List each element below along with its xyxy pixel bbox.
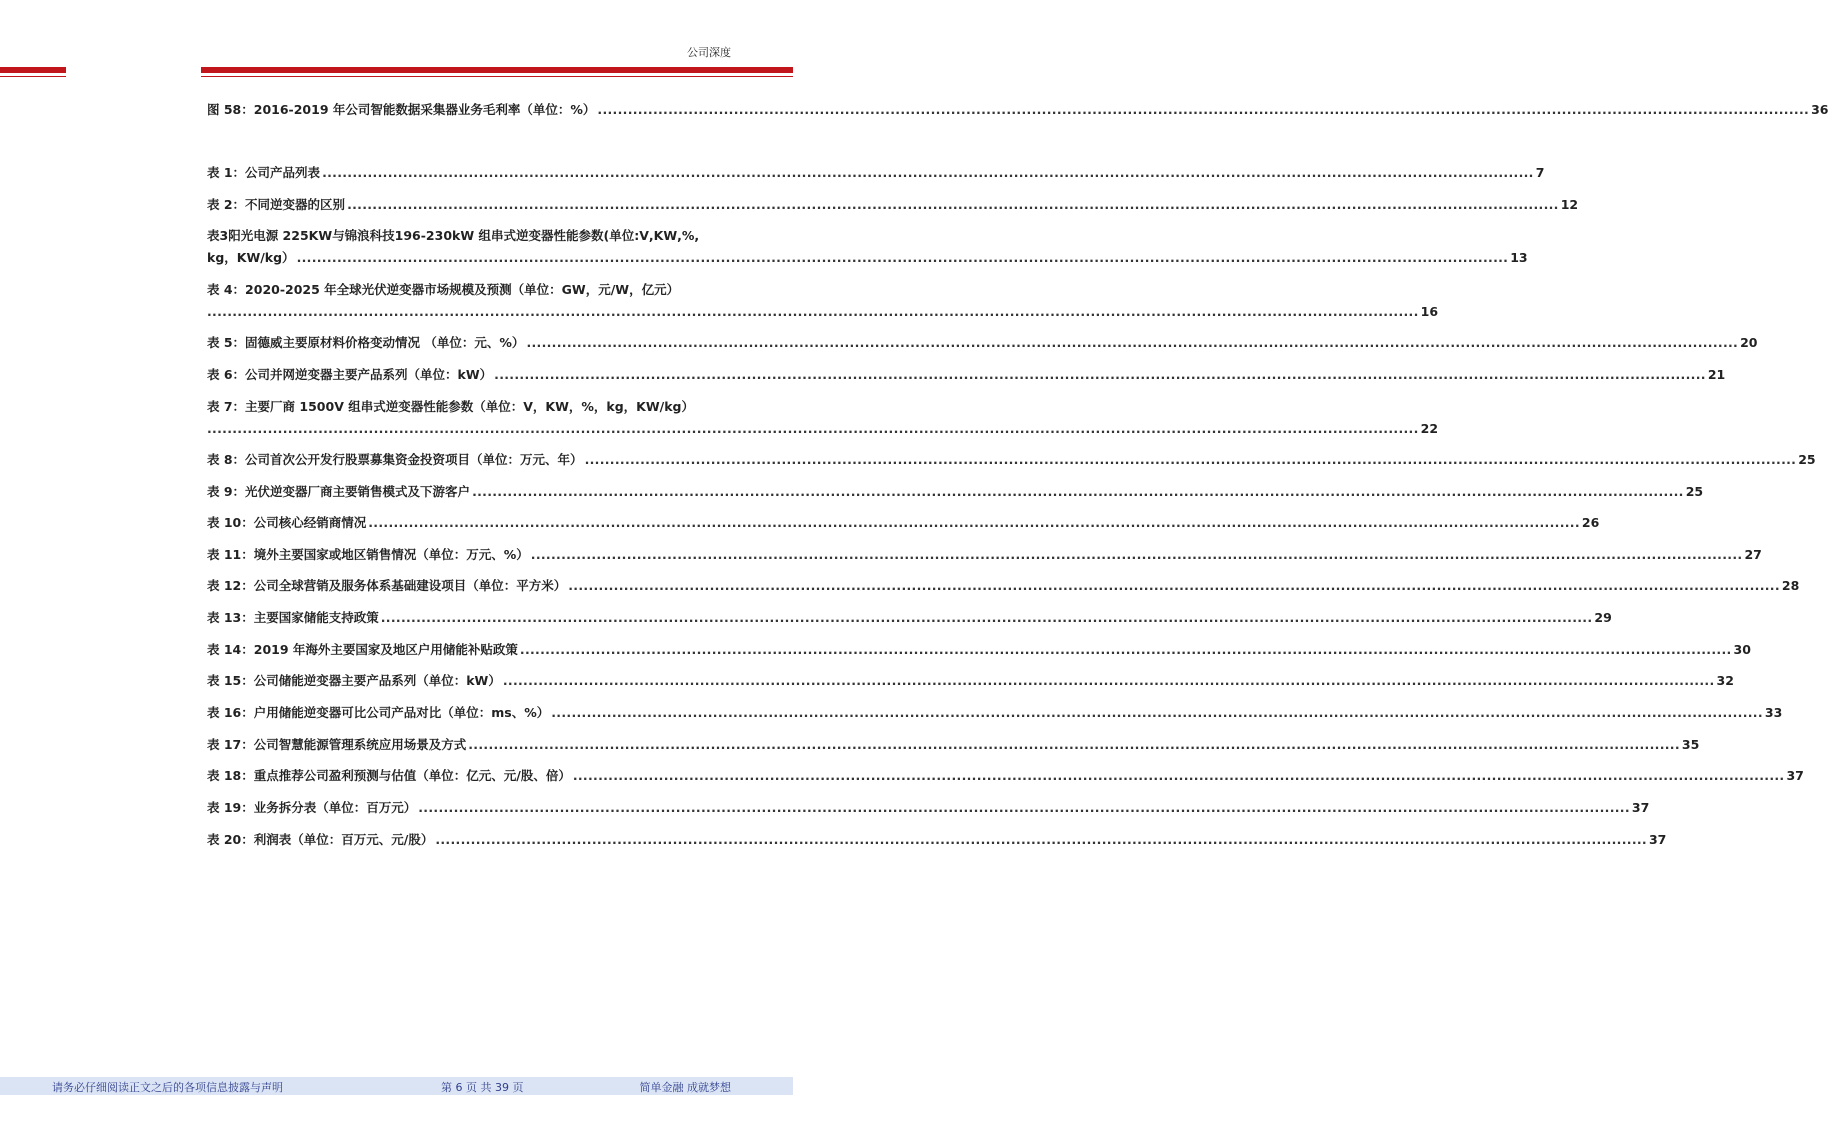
toc-entry-title: 表 14：2019 年海外主要国家及地区户用储能补贴政策 — [207, 642, 518, 657]
leader-dots: ................................................................................................................................................................................................................................................ — [584, 452, 1797, 467]
toc-entry-title-line1: 表 7：主要厂商 1500V 组串式逆变器性能参数（单位：V，KW，%，kg，KW/kg） — [207, 399, 694, 414]
title-part: ,% — [677, 228, 695, 243]
header-rule-left-thin — [0, 76, 66, 77]
toc-entry-t18[interactable] — [207, 765, 1804, 787]
toc-entry-title: 表 13：主要国家储能支持政策 — [207, 610, 379, 625]
toc-entry-t2[interactable] — [207, 194, 1579, 216]
leader-dots: ................................................................................................................................................................................................................................................ — [207, 304, 1419, 319]
toc-entry-title: 表 1：公司产品列表 — [207, 165, 321, 180]
toc-entry-page: 25 — [1685, 484, 1704, 499]
toc-entry-page: 26 — [1581, 515, 1600, 530]
toc-entry-page: 21 — [1707, 367, 1726, 382]
leader-dots: ................................................................................................................................................................................................................................................ — [207, 421, 1419, 436]
toc-entry-title: 表 20：利润表（单位：百万元、元/股） — [207, 832, 434, 847]
toc-entry-title: 表 6：公司并网逆变器主要产品系列（单位：kW） — [207, 367, 493, 382]
toc-entry-fig58[interactable] — [207, 99, 1828, 121]
leader-dots: ................................................................................................................................................................................................................................................ — [568, 578, 1780, 593]
title-part: :V — [634, 228, 649, 243]
toc-entry-page: 28 — [1781, 578, 1800, 593]
leader-dots: ................................................................................................................................................................................................................................................ — [494, 367, 1706, 382]
toc-entry-t4[interactable] — [207, 279, 1439, 323]
leader-dots: ................................................................................................................................................................................................................................................ — [572, 768, 1785, 783]
leader-dots: ................................................................................................................................................................................................................................................ — [468, 737, 1680, 752]
toc-entry-title: 表 12：公司全球营销及服务体系基础建设项目（单位：平方米） — [207, 578, 567, 593]
toc-entry-title: 表 18：重点推荐公司盈利预测与估值（单位：亿元、元/股、倍） — [207, 768, 571, 783]
toc-entry-t15[interactable] — [207, 670, 1734, 692]
toc-entry-t3[interactable] — [207, 225, 1528, 269]
toc-entry-title: 表 16：户用储能逆变器可比公司产品对比（单位：ms、%） — [207, 705, 550, 720]
toc-entry-title: 表 17：公司智慧能源管理系统应用场景及方式 — [207, 737, 467, 752]
toc-entry-t16[interactable] — [207, 702, 1783, 724]
toc-entry-page: 32 — [1716, 673, 1734, 688]
toc-entry-page: 35 — [1681, 737, 1700, 752]
toc-entry-page: 37 — [1786, 768, 1804, 783]
toc-entry-title: 表 15：公司储能逆变器主要产品系列（单位：kW） — [207, 673, 501, 688]
leader-dots: ................................................................................................................................................................................................................................................ — [322, 165, 1534, 180]
title-part: 阳光电源 225KW — [228, 228, 333, 243]
title-part: ,KW — [648, 228, 678, 243]
header-label: 公司深度 — [687, 46, 731, 59]
toc-entry-t12[interactable] — [207, 575, 1800, 597]
toc-entry-page: 37 — [1648, 832, 1667, 847]
toc-entry-title: 表 9：光伏逆变器厂商主要销售模式及下游客户 — [207, 484, 471, 499]
header-rule-right-thick — [201, 67, 793, 73]
toc-entry-page: 12 — [1560, 197, 1579, 212]
leader-dots: ................................................................................................................................................................................................................................................ — [296, 250, 1509, 265]
toc-entry-title-line2: kg，KW/kg） — [207, 250, 295, 265]
header-rule-right-thin — [201, 76, 793, 77]
title-part: 196-230kW 组串式逆变器性能参数( — [394, 228, 610, 243]
toc-entry-page: 20 — [1740, 335, 1758, 350]
toc-entry-title: 表 2：不同逆变器的区别 — [207, 197, 346, 212]
toc-entry-t19[interactable] — [207, 797, 1650, 819]
toc-entry-page: 29 — [1594, 610, 1612, 625]
title-part: 单位 — [609, 228, 635, 243]
toc-entry-t7[interactable] — [207, 396, 1439, 440]
footer-page-info: 第 6 页 共 39 页 — [441, 1081, 524, 1094]
toc-entry-t13[interactable] — [207, 607, 1612, 629]
toc-entry-t8[interactable] — [207, 449, 1816, 471]
leader-dots: ................................................................................................................................................................................................................................................ — [597, 102, 1810, 117]
leader-dots: ................................................................................................................................................................................................................................................ — [502, 673, 1715, 688]
toc-entry-page: 27 — [1744, 547, 1762, 562]
toc-entry-page: 22 — [1420, 421, 1439, 436]
leader-dots: ................................................................................................................................................................................................................................................ — [530, 547, 1743, 562]
title-part: 表3 — [207, 228, 229, 243]
toc-entry-t5[interactable] — [207, 332, 1758, 354]
toc-entry-page: 25 — [1798, 452, 1816, 467]
leader-dots: ................................................................................................................................................................................................................................................ — [418, 800, 1630, 815]
toc-entry-t11[interactable] — [207, 544, 1762, 566]
footer-disclaimer: 请务必仔细阅读正文之后的各项信息披露与声明 — [52, 1081, 283, 1094]
leader-dots: ................................................................................................................................................................................................................................................ — [519, 642, 1732, 657]
toc-entry-title-line1: 表 4：2020-2025 年全球光伏逆变器市场规模及预测（单位：GW，元/W，亿元） — [207, 282, 680, 297]
toc-entry-t17[interactable] — [207, 734, 1700, 756]
toc-entry-page: 13 — [1510, 250, 1528, 265]
leader-dots: ................................................................................................................................................................................................................................................ — [551, 705, 1763, 720]
toc-entry-title-line1 — [207, 225, 700, 247]
toc-entry-title: 表 5：固德威主要原材料价格变动情况 （单位：元、%） — [207, 335, 525, 350]
toc-entry-title: 表 19：业务拆分表（单位：百万元） — [207, 800, 417, 815]
toc-entry-title: 表 10：公司核心经销商情况 — [207, 515, 367, 530]
toc-entry-page: 33 — [1764, 705, 1783, 720]
toc-entry-t10[interactable] — [207, 512, 1600, 534]
leader-dots: ................................................................................................................................................................................................................................................ — [368, 515, 1580, 530]
toc-entry-page: 30 — [1733, 642, 1751, 657]
toc-entry-t1[interactable] — [207, 162, 1545, 184]
toc-entry-page: 16 — [1420, 304, 1439, 319]
leader-dots: ................................................................................................................................................................................................................................................ — [347, 197, 1559, 212]
title-part: 与锦浪科技 — [332, 228, 395, 243]
toc-entry-title: 图 58：2016-2019 年公司智能数据采集器业务毛利率（单位：%） — [207, 102, 596, 117]
toc-entry-t20[interactable] — [207, 829, 1667, 851]
title-part: , — [694, 228, 700, 243]
toc-entry-page: 7 — [1535, 165, 1545, 180]
toc-entry-t9[interactable] — [207, 481, 1704, 503]
header-rule-left-thick — [0, 67, 66, 73]
footer-bar — [0, 1077, 793, 1095]
toc-entry-title: 表 8：公司首次公开发行股票募集资金投资项目（单位：万元、年） — [207, 452, 583, 467]
leader-dots: ................................................................................................................................................................................................................................................ — [472, 484, 1684, 499]
toc-entry-page: 37 — [1631, 800, 1650, 815]
toc-entry-title: 表 11：境外主要国家或地区销售情况（单位：万元、%） — [207, 547, 529, 562]
footer-slogan: 简单金融 成就梦想 — [639, 1081, 731, 1094]
toc-entry-t14[interactable] — [207, 639, 1751, 661]
leader-dots: ................................................................................................................................................................................................................................................ — [526, 335, 1739, 350]
leader-dots: ................................................................................................................................................................................................................................................ — [380, 610, 1593, 625]
leader-dots: ................................................................................................................................................................................................................................................ — [435, 832, 1647, 847]
toc-entry-page: 36 — [1811, 102, 1828, 117]
toc-entry-t6[interactable] — [207, 364, 1726, 386]
